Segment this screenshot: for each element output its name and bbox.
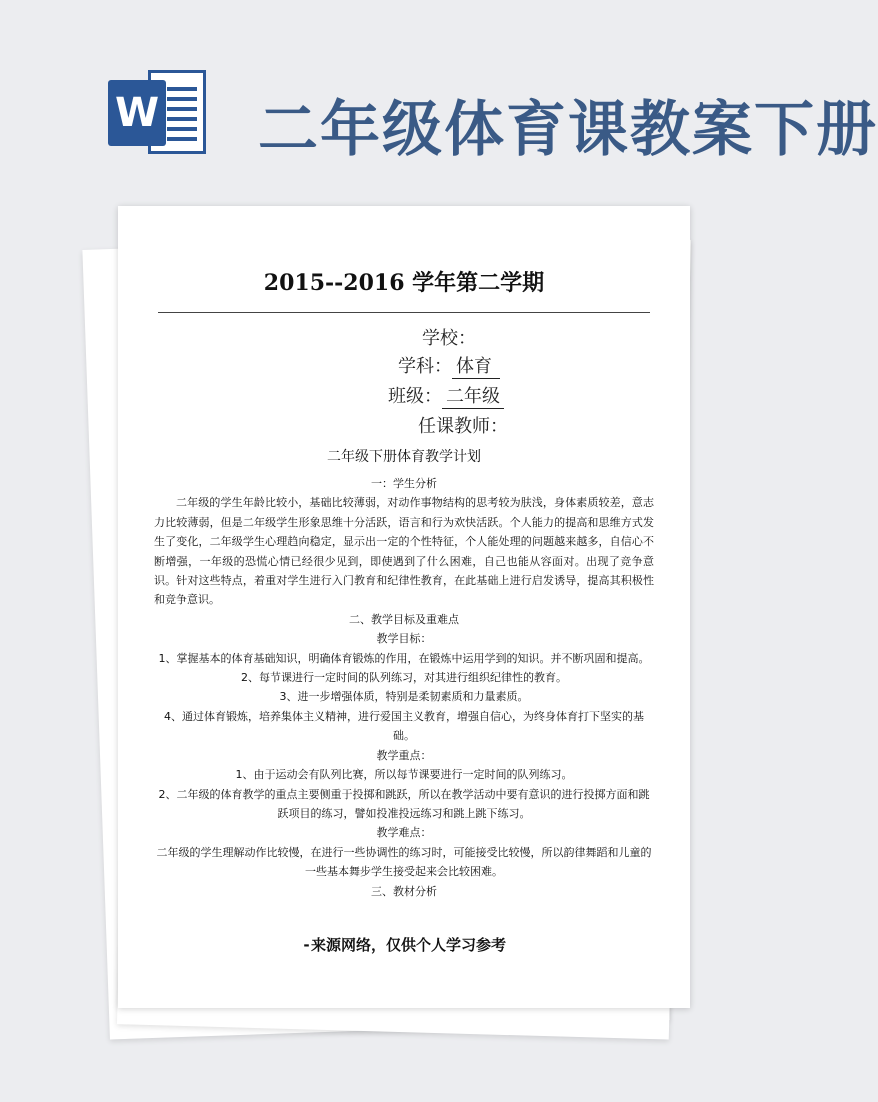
list-item: 1、掌握基本的体育基础知识，明确体育锻炼的作用，在锻炼中运用学到的知识。并不断巩固和提高。 — [158, 651, 650, 665]
section-title: 二、教学目标及重难点 — [349, 612, 459, 626]
list-item: 3、进一步增强体质，特别是柔韧素质和力量素质。 — [279, 690, 529, 704]
teacher-field — [418, 412, 508, 438]
source-note: -来源网络，仅供个人学习参考 — [301, 936, 507, 954]
teacher-label: 任课教师： — [418, 416, 508, 437]
school-label: 学校： — [422, 328, 476, 349]
class-label: 班级： — [388, 386, 442, 407]
subsection-title: 教学重点： — [376, 748, 432, 762]
plan-title: 二年级下册体育教学计划 — [327, 449, 481, 465]
subject-value: 体育 — [452, 352, 500, 379]
list-item: 4、通过体育锻炼，培养集体主义精神，进行爱国主义教育，增强自信心，为终身体育打下坚实的基础。 — [164, 709, 644, 743]
subsection-title: 教学难点： — [376, 826, 432, 840]
subject-label: 学科： — [398, 356, 452, 377]
document-heading: 2015--2016 学年第二学期 — [263, 270, 545, 296]
paragraph: 二年级的学生理解动作比较慢，在进行一些协调性的练习时，可能接受比较慢，所以韵律舞蹈和儿童的一些基本舞步学生接受起来会比较困难。 — [156, 845, 652, 879]
school-field — [422, 324, 476, 350]
subsection-title: 教学目标： — [376, 632, 432, 646]
heading-divider — [158, 312, 650, 313]
document-body — [154, 474, 654, 901]
class-field — [388, 382, 504, 409]
class-value: 二年级 — [442, 382, 504, 409]
list-item: 1、由于运动会有队列比赛，所以每节课要进行一定时间的队列练习。 — [235, 768, 573, 782]
banner-title: 二年级体育课教案下册 — [258, 95, 878, 165]
list-item: 2、二年级的体育教学的重点主要侧重于投掷和跳跃，所以在教学活动中要有意识的进行投掷方面和跳跃项目的练习，譬如投准投远练习和跳上跳下练习。 — [158, 787, 650, 820]
section-title: 三、教材分析 — [371, 884, 437, 898]
section-title: 一：学生分析 — [371, 477, 437, 490]
subject-field — [398, 352, 500, 379]
word-letter: W — [108, 80, 166, 146]
document-page — [118, 206, 690, 1008]
banner — [0, 0, 878, 190]
list-item: 2、每节课进行一定时间的队列练习，对其进行组织纪律性的教育。 — [241, 671, 567, 685]
paragraph: 二年级的学生年龄比较小，基础比较薄弱，对动作事物结构的思考较为肤浅，身体素质较差，意志力比较薄弱，但是二年级学生形象思维十分活跃，语言和行为欢快活跃。个人能力的提高和思维方式发生了变化，二年级学生心理趋向稳定，显示出一定的个性特征，个人能处理的问题越来越多，自信心不断增强，一年级的恐慌心情已经很少见到，即使遇到了什么困难，自己也能从容面对。出现了竞争意识。针对这些特点，着重对学生进行入门教育和纪律性教育，在此基础上进行启发诱导，提高其积极性和竞争意识。 — [154, 496, 654, 607]
word-document-icon — [108, 70, 210, 154]
